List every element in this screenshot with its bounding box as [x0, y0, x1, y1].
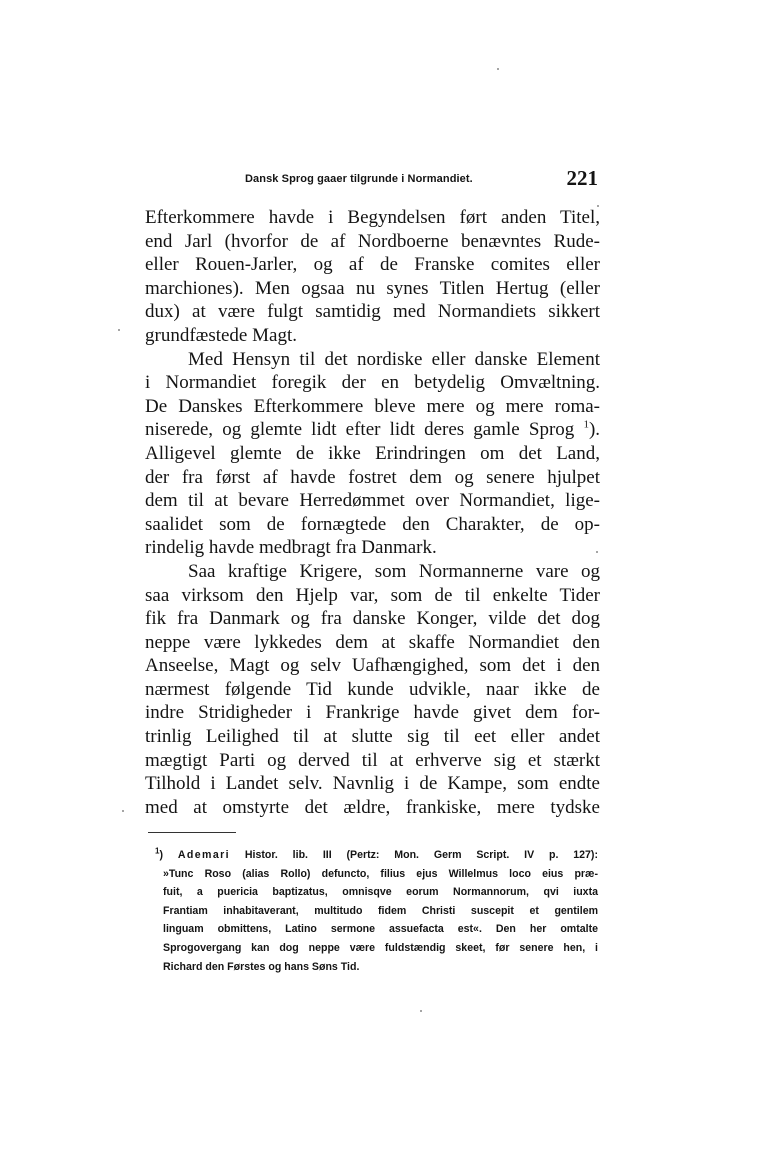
- page-number: 221: [566, 166, 598, 190]
- body-text: [145, 206, 600, 819]
- text-line-with-footnote-ref: [145, 418, 600, 442]
- text-line: marchiones). Men ogsaa nu synes Titlen Hertug (eller: [145, 277, 600, 299]
- paragraph-start-line: Med Hensyn til det nordiske eller danske Element: [188, 348, 600, 370]
- footnote-line: »Tunc Roso (alias Rollo) defuncto, filius ejus Willelmus loco eius præ-: [163, 867, 598, 880]
- text-line: med at omstyrte det ældre, frankiske, mere tydske: [145, 796, 600, 818]
- text-line: der fra først af havde fostret dem og senere hjulpet: [145, 466, 600, 488]
- running-header: [145, 166, 598, 196]
- footnote-ref-closing: ).: [588, 419, 601, 441]
- text-line-content: niserede, og glemte lidt efter lidt deres gamle Sprog: [145, 419, 575, 441]
- text-line: neppe være lykkedes dem at skaffe Normandiet den: [145, 631, 600, 653]
- footnote-line: Richard den Førstes og hans Søns Tid.: [163, 960, 360, 973]
- footnote-divider: [148, 832, 236, 833]
- text-line: end Jarl (hvorfor de af Nordboerne benævntes Rude-: [145, 230, 600, 252]
- footnote-line: fuit, a puericia baptizatus, omnisqve eorum Normannorum, qvi iuxta: [163, 886, 598, 899]
- footnote-marker: 1: [155, 846, 160, 856]
- text-line: grundfæstede Magt.: [145, 324, 297, 346]
- footnote: [155, 846, 598, 976]
- paper-speck: [497, 68, 499, 70]
- paper-speck: [122, 810, 124, 812]
- text-line: saalidet som de fornægtede den Charakter, de op-: [145, 513, 600, 535]
- text-line: rindelig havde medbragt fra Danmark.: [145, 537, 437, 559]
- text-line: trinlig Leilighed til at slutte sig til eet eller andet: [145, 726, 600, 748]
- footnote-line: Frantiam inhabitaverant, multitudo fidem Christi suscepit et gentilem: [163, 904, 598, 917]
- text-line: Anseelse, Magt og selv Uafhængighed, som det i den: [145, 655, 600, 677]
- paper-speck: [596, 551, 598, 553]
- text-line: dem til at bevare Herredømmet over Normandiet, lige-: [145, 490, 600, 512]
- text-line: dux) at være fulgt samtidig med Normandiets sikkert: [145, 301, 600, 323]
- text-line: Alligevel glemte de ikke Erindringen om det Land,: [145, 442, 600, 464]
- footnote-author: Ademari: [177, 849, 231, 861]
- running-title: Dansk Sprog gaaer tilgrunde i Normandiet.: [245, 173, 473, 185]
- text-line: Tilhold i Landet selv. Navnlig i de Kampe, som endte: [145, 773, 600, 795]
- text-line: fik fra Danmark og fra danske Konger, vilde det dog: [145, 608, 600, 630]
- text-line: De Danskes Efterkommere bleve mere og mere roma-: [145, 395, 600, 417]
- text-line: mægtigt Parti og derved til at erhverve sig et stærkt: [145, 749, 600, 771]
- paper-speck: [420, 1010, 422, 1012]
- footnote-reference[interactable]: 1: [583, 419, 589, 432]
- footnote-line: Sprogovergang kan dog neppe være fuldstændig skeet, før senere hen, i: [163, 941, 598, 954]
- paper-speck: [597, 205, 599, 207]
- text-line: Efterkommere havde i Begyndelsen ført anden Titel,: [145, 207, 600, 228]
- text-line: i Normandiet foregik der en betydelig Omvæltning.: [145, 372, 600, 394]
- text-line: indre Stridigheder i Frankrige havde givet dem for-: [145, 702, 600, 724]
- text-line: eller Rouen-Jarler, og af de Franske comites eller: [145, 254, 600, 276]
- footnote-line: linguam obmittens, Latino sermone assuefacta est«. Den her omtalte: [163, 923, 598, 936]
- text-line: saa virksom den Hjelp var, som de til enkelte Tider: [145, 584, 600, 606]
- footnote-line: $^1$) Ademari Histor. lib. III (Pertz: Mon. Germ Script. IV p. 127):: [155, 846, 598, 861]
- paragraph-start-line: Saa kraftige Krigere, som Normannerne vare og: [188, 560, 600, 582]
- footnote-citation: Histor. lib. III (Pertz: Mon. Germ Script. IV p. 127):: [244, 849, 598, 861]
- paper-speck: [118, 329, 120, 331]
- text-line: nærmest følgende Tid kunde udvikle, naar ikke de: [145, 678, 600, 700]
